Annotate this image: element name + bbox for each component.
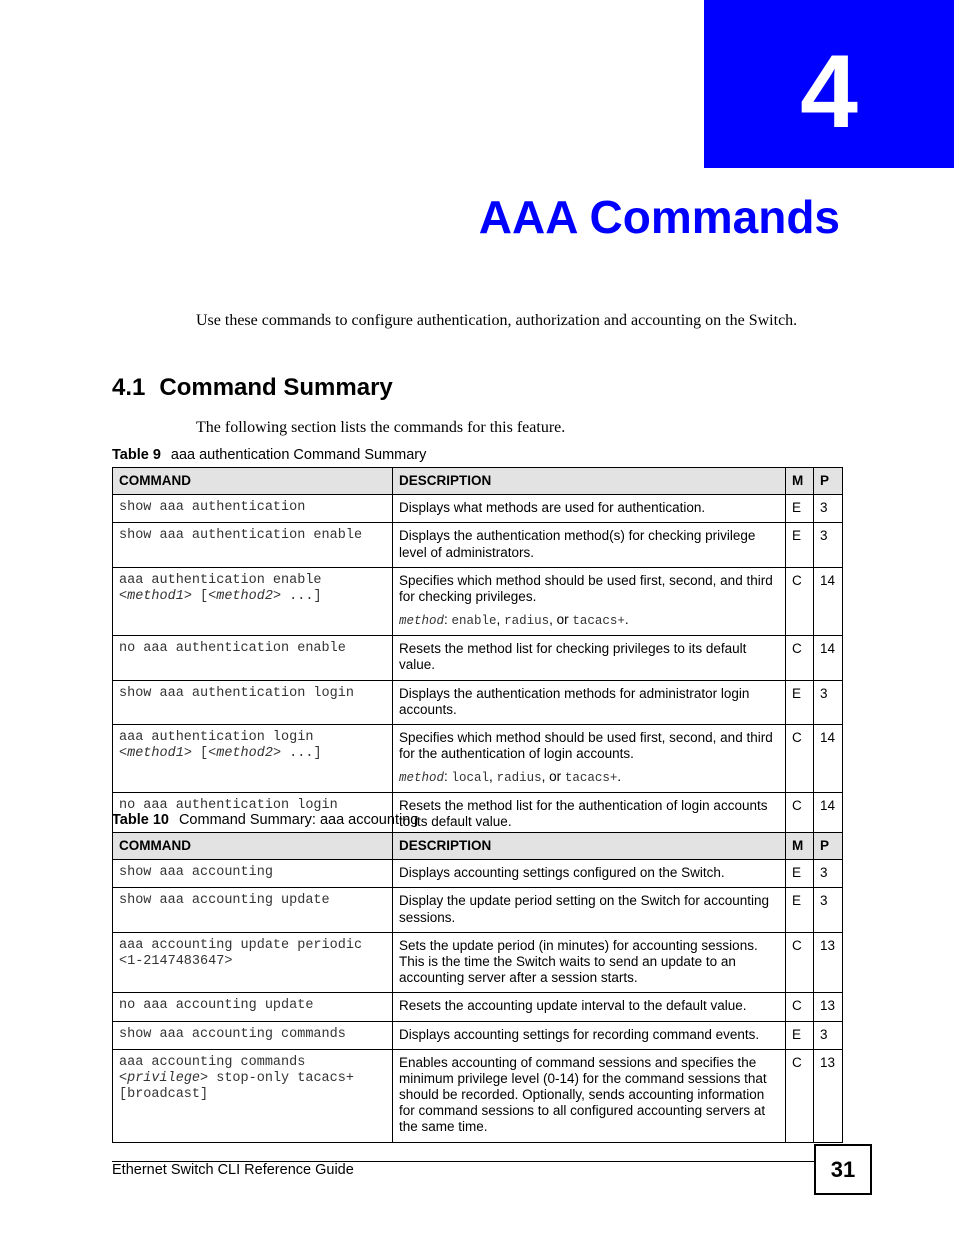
description-cell: Displays accounting settings configured on the Switch.	[393, 860, 786, 888]
col-m: M	[786, 833, 814, 860]
privilege-cell: 13	[814, 1049, 843, 1142]
chapter-intro: Use these commands to configure authentication, authorization and accounting on the Switch.	[196, 312, 798, 329]
privilege-cell: 13	[814, 993, 843, 1021]
chapter-number-box	[704, 0, 954, 168]
table10	[112, 832, 843, 1143]
mode-cell: C	[786, 567, 814, 635]
privilege-cell: 3	[814, 680, 843, 724]
privilege-cell: 3	[814, 495, 843, 523]
command-cell: no aaa accounting update	[113, 993, 393, 1021]
col-description: DESCRIPTION	[393, 833, 786, 860]
description-cell: Specifies which method should be used first, second, and third for the authentication of login accounts. method: local, radius, or tacacs+.	[393, 724, 786, 792]
mode-cell: E	[786, 680, 814, 724]
command-cell: show aaa authentication enable	[113, 523, 393, 567]
section-heading	[112, 374, 393, 403]
method-options: method: enable, radius, or tacacs+.	[399, 612, 629, 629]
table-row	[113, 567, 843, 635]
col-m: M	[786, 468, 814, 495]
command-cell: aaa authentication enable <method1> [<method2> ...]	[113, 567, 393, 635]
command-cell: show aaa accounting commands	[113, 1021, 393, 1049]
method-options: method: local, radius, or tacacs+.	[399, 769, 622, 786]
mode-cell: C	[786, 932, 814, 993]
command-cell: no aaa authentication enable	[113, 636, 393, 680]
table9-label: Table 9	[112, 447, 161, 463]
command-cell: aaa accounting update periodic <1-2147483647>	[113, 932, 393, 993]
col-command: COMMAND	[113, 833, 393, 860]
table-row	[113, 932, 843, 993]
description-cell: Displays the authentication method(s) for checking privilege level of administrators.	[393, 523, 786, 567]
footer-guide-title: Ethernet Switch CLI Reference Guide	[112, 1162, 354, 1178]
command-cell: aaa accounting commands <privilege> stop-only tacacs+ [broadcast]	[113, 1049, 393, 1142]
mode-cell: E	[786, 860, 814, 888]
table-row	[113, 860, 843, 888]
command-cell: show aaa authentication	[113, 495, 393, 523]
table9-caption	[112, 447, 426, 463]
chapter-title: AAA Commands	[478, 191, 840, 243]
table9	[112, 467, 843, 838]
col-p: P	[814, 833, 843, 860]
command-cell: aaa authentication login <method1> [<method2> ...]	[113, 724, 393, 792]
table9-title: aaa authentication Command Summary	[170, 447, 427, 463]
mode-cell: C	[786, 636, 814, 680]
page-number: 31	[814, 1144, 872, 1195]
privilege-cell: 13	[814, 932, 843, 993]
section-number: 4.1	[112, 374, 146, 401]
privilege-cell: 3	[814, 888, 843, 932]
description-cell: Displays what methods are used for authentication.	[393, 495, 786, 523]
table-row	[113, 888, 843, 932]
description-cell: Resets the method list for the authentication of login accounts to its default value.	[393, 793, 786, 837]
chapter-number: 4	[800, 34, 858, 150]
table-row	[113, 680, 843, 724]
section-intro: The following section lists the commands for this feature.	[196, 419, 566, 436]
table-row	[113, 1049, 843, 1142]
description-cell: Resets the accounting update interval to the default value.	[393, 993, 786, 1021]
table-row	[113, 495, 843, 523]
col-description: DESCRIPTION	[393, 468, 786, 495]
mode-cell: C	[786, 1049, 814, 1142]
command-cell: show aaa accounting	[113, 860, 393, 888]
mode-cell: E	[786, 888, 814, 932]
mode-cell: E	[786, 1021, 814, 1049]
table-row	[113, 993, 843, 1021]
table-row	[113, 1021, 843, 1049]
privilege-cell: 14	[814, 636, 843, 680]
table-row	[113, 636, 843, 680]
privilege-cell: 3	[814, 860, 843, 888]
privilege-cell: 14	[814, 567, 843, 635]
command-cell: show aaa accounting update	[113, 888, 393, 932]
privilege-cell: 3	[814, 523, 843, 567]
table-row	[113, 724, 843, 792]
command-cell: no aaa authentication login	[113, 793, 393, 837]
description-cell: Display the update period setting on the Switch for accounting sessions.	[393, 888, 786, 932]
table-row	[113, 523, 843, 567]
table10-title: Command Summary: aaa accounting	[178, 812, 419, 828]
description-cell: Sets the update period (in minutes) for accounting sessions. This is the time the Switch waits to send an update to an accounting server after a session starts.	[393, 932, 786, 993]
mode-cell: E	[786, 495, 814, 523]
description-cell: Enables accounting of command sessions and specifies the minimum privilege level (0-14) for the command sessions that should be recorded. Optionally, sends accounting information for command sessions to all configured accounting servers at the same time.	[393, 1049, 786, 1142]
table9-header-row	[113, 468, 843, 495]
description-cell: Specifies which method should be used first, second, and third for checking privileges. method: enable, radius, or tacacs+.	[393, 567, 786, 635]
command-cell: show aaa authentication login	[113, 680, 393, 724]
table10-header-row	[113, 833, 843, 860]
description-cell: Displays the authentication methods for administrator login accounts.	[393, 680, 786, 724]
mode-cell: E	[786, 523, 814, 567]
privilege-cell: 3	[814, 1021, 843, 1049]
description-cell: Resets the method list for checking privileges to its default value.	[393, 636, 786, 680]
mode-cell: C	[786, 793, 814, 837]
description-cell: Displays accounting settings for recording command events.	[393, 1021, 786, 1049]
col-p: P	[814, 468, 843, 495]
section-title: Command Summary	[159, 374, 393, 401]
privilege-cell: 14	[814, 793, 843, 837]
mode-cell: C	[786, 724, 814, 792]
mode-cell: C	[786, 993, 814, 1021]
privilege-cell: 14	[814, 724, 843, 792]
col-command: COMMAND	[113, 468, 393, 495]
table10-caption	[112, 812, 418, 828]
table10-label: Table 10	[112, 812, 169, 828]
